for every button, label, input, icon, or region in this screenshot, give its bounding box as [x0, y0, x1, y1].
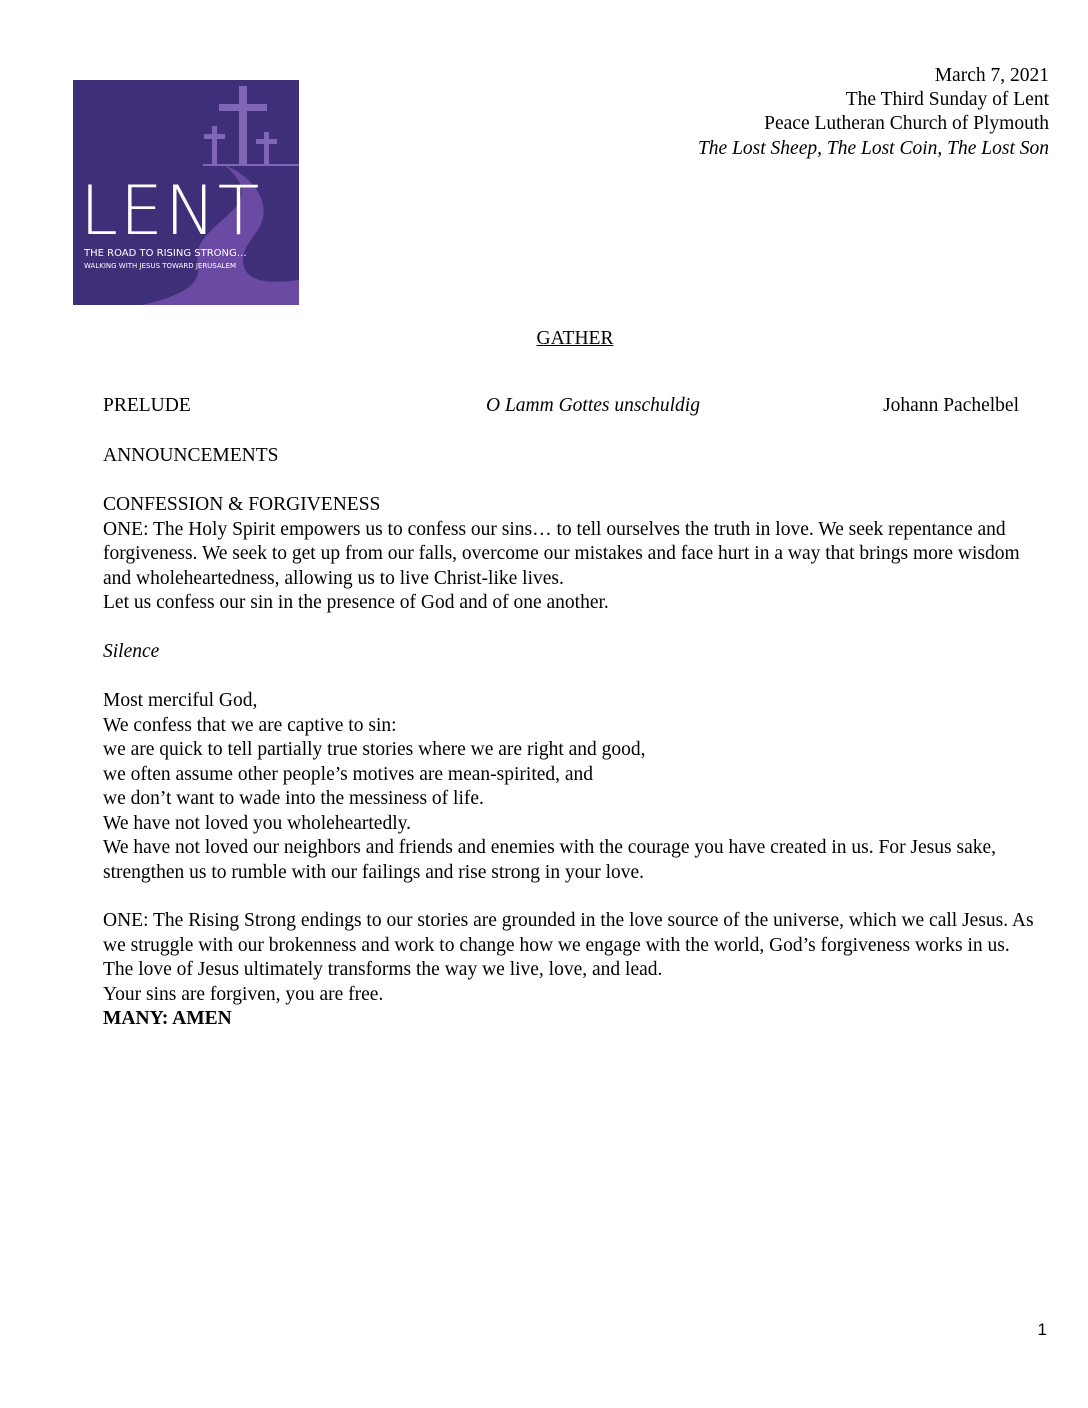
confession-invitation: Let us confess our sin in the presence of God and of one another. — [103, 592, 609, 613]
logo-title: LENT — [80, 172, 262, 251]
prelude-composer: Johann Pachelbel — [883, 395, 1019, 416]
prayer-line: We confess that we are captive to sin: — [103, 714, 397, 736]
prayer-line: we often assume other people’s motives are mean-spirited, and — [103, 763, 594, 785]
service-date: March 7, 2021 — [934, 65, 1049, 86]
prelude-row — [103, 395, 1019, 421]
logo-subtitle: THE ROAD TO RISING STRONG… — [84, 248, 247, 259]
prayer-line: We have not loved you wholeheartedly. — [103, 812, 411, 834]
prayer-line: we are quick to tell partially true stories where we are right and good, — [103, 739, 646, 760]
confession-section — [103, 493, 1038, 616]
service-occasion: The Third Sunday of Lent — [845, 89, 1049, 111]
prayer-line: We have not loved our neighbors and friends and enemies with the courage you have created in us. For Jesus sake, strengthen us to rumble with our failings and rise strong in your love. — [103, 837, 997, 883]
absolution-text: ONE: The Rising Strong endings to our stories are grounded in the love source of the universe, which we call Jesus. As we struggle with our brokenness and work to change how we engage with the world, God’s forgiveness works in us. The love of Jesus ultimately transforms the way we live, love, and lead. — [103, 910, 1034, 980]
church-name: Peace Lutheran Church of Plymouth — [764, 113, 1049, 135]
prelude-piece: O Lamm Gottes unschuldig — [486, 395, 700, 416]
page-number: 1 — [1037, 1320, 1047, 1339]
congregation-response: MANY: AMEN — [103, 1008, 232, 1029]
section-title-gather: GATHER — [536, 328, 614, 349]
logo-tagline: WALKING WITH JESUS TOWARD JERUSALEM — [84, 262, 237, 270]
prayer-line: we don’t want to wade into the messiness of life. — [103, 788, 484, 809]
bulletin-header — [698, 64, 1049, 161]
confession-prayer — [103, 689, 1038, 885]
absolution-declaration: Your sins are forgiven, you are free. — [103, 983, 384, 1005]
silence-rubric: Silence — [103, 641, 160, 662]
service-theme: The Lost Sheep, The Lost Coin, The Lost Son — [697, 137, 1049, 159]
prelude-label: PRELUDE — [103, 395, 191, 416]
absolution-section — [103, 909, 1038, 1032]
confession-heading: CONFESSION & FORGIVENESS — [103, 494, 381, 515]
prayer-line: Most merciful God, — [103, 690, 258, 711]
announcements-heading: ANNOUNCEMENTS — [103, 445, 279, 466]
confession-intro: ONE: The Holy Spirit empowers us to confess our sins… to tell ourselves the truth in love. We seek repentance and forgiveness. We seek to get up from our falls, overcome our mistakes and face hurt in a way that brings more wisdom and wholeheartedness, allowing us to live Christ-like lives. — [103, 518, 1020, 589]
